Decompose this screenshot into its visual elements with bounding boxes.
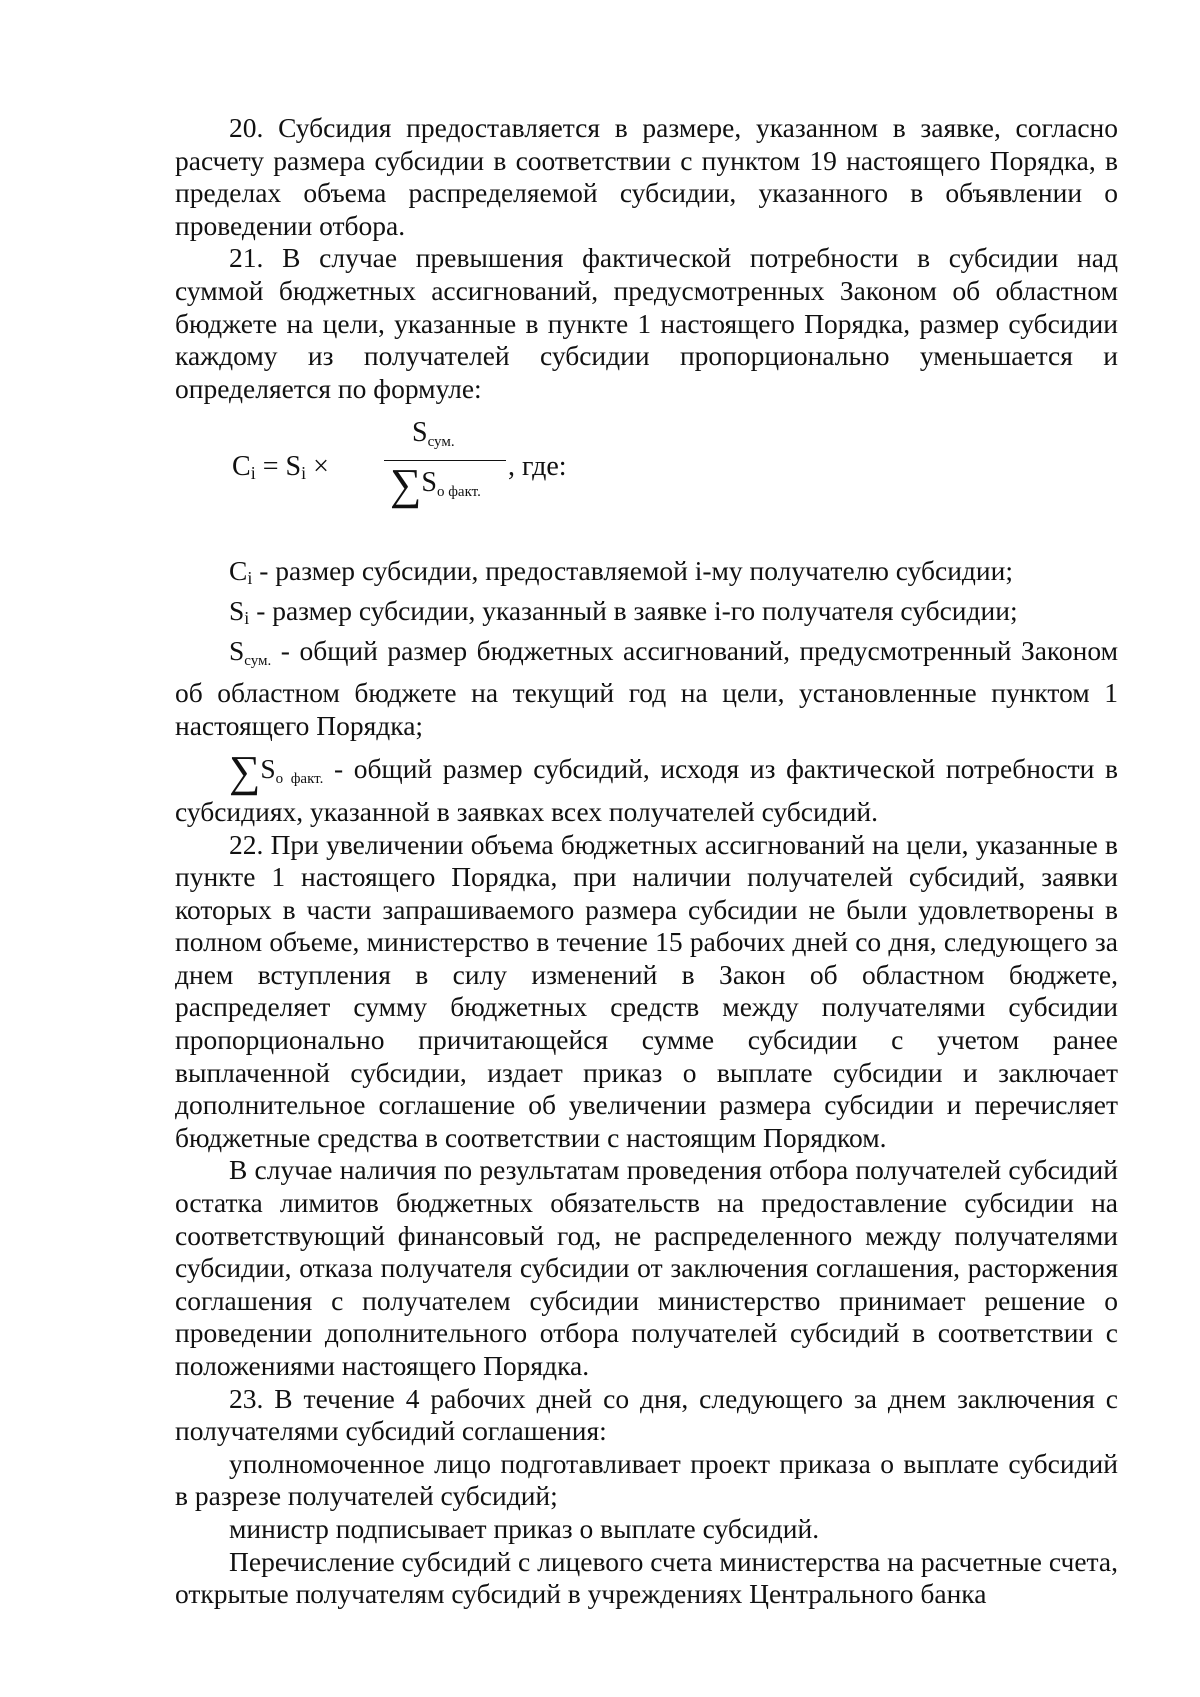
- formula-s-subscript: i: [301, 463, 307, 484]
- numerator-subscript: сум.: [427, 434, 455, 451]
- definition-ci: [175, 555, 1118, 595]
- paragraph-23-item-1: уполномоченное лицо подготавливает проект приказа о выплате субсидий в разрезе получателей субсидий;: [175, 1447, 1118, 1512]
- paragraph-23-transfer: Перечисление субсидий с лицевого счета министерства на расчетные счета, открытые получателям субсидий в учреждениях Центрального банка: [175, 1545, 1118, 1610]
- formula-equals-s: = S: [255, 451, 302, 483]
- paragraph-20: 20. Субсидия предоставляется в размере, указанном в заявке, согласно расчету размера субсидии в соответствии с пунктом 19 настоящего Порядка, в пределах объема распределяемой субсидии, указанного в объявлении о проведении отбора.: [175, 112, 1118, 241]
- paragraph-22-continued: В случае наличия по результатам проведения отбора получателей субсидий остатка лимитов бюджетных обязательств на предоставление субсидии на соответствующий финансовый год, не распределенного между получателями субсидии, отказа получателя субсидии от заключения соглашения, расторжения соглашения с получателем субсидии министерство принимает решение о проведении дополнительного отбора получателей субсидий в соответствии с положениями настоящего Порядка.: [175, 1154, 1118, 1381]
- paragraph-23-item-2: министр подписывает приказ о выплате субсидий.: [229, 1512, 820, 1544]
- formula-denominator: [390, 460, 481, 510]
- numerator-s-symbol: S: [412, 417, 428, 449]
- formula-c-symbol: C: [232, 451, 251, 483]
- formula-numerator: [412, 417, 455, 459]
- sfact-symbol: S: [260, 753, 276, 785]
- formula-c-subscript: i: [250, 463, 256, 484]
- si-subscript: i: [244, 607, 250, 628]
- paragraph-22: 22. При увеличении объема бюджетных ассигнований на цели, указанные в пункте 1 настоящего Порядка, при наличии получателей субсидий, заявки которых в части запрашиваемого размера субсидии не были удовлетворены в полном объеме, министерство в течение 15 рабочих дней со дня, следующего за днем вступления в силу изменений в Закон об областном бюджете, распределяет сумму бюджетных средств между получателями субсидии пропорционально причитающейся сумме субсидии с учетом ранее выплаченной субсидии, издает приказ о выплате субсидии и заключает дополнительное соглашение об увеличении размера субсидии и перечисляет бюджетные средства в соответствии с настоящим Порядком.: [175, 828, 1118, 1153]
- sfact-sigma: ∑: [229, 747, 261, 797]
- paragraph-23: 23. В течение 4 рабочих дней со дня, следующего за днем заключения с получателями субсидий соглашения:: [175, 1382, 1118, 1447]
- ci-subscript: i: [247, 568, 253, 589]
- definition-sfact: [175, 747, 1118, 828]
- si-text: - размер субсидии, указанный в заявке i-го получателя субсидии;: [249, 594, 1018, 626]
- si-symbol: S: [229, 594, 245, 626]
- ssum-symbol: S: [229, 634, 245, 666]
- document-body: [175, 112, 1118, 1611]
- sigma-symbol: ∑: [390, 460, 422, 510]
- ci-symbol: C: [229, 555, 248, 587]
- paragraph-21: 21. В случае превышения фактической потребности в субсидии над суммой бюджетных ассигнований, предусмотренных Законом об областном бюджете на цели, указанные в пункте 1 настоящего Порядка, размер субсидии каждому из получателей субсидии пропорционально уменьшается и определяется по формуле:: [175, 242, 1118, 404]
- formula-left-side: [232, 451, 329, 490]
- definition-si: [175, 595, 1118, 635]
- formula-times: ×: [306, 451, 329, 483]
- denominator-s-symbol: S: [421, 467, 437, 499]
- ssum-text: - общий размер бюджетных ассигнований, предусмотренный Законом об областном бюджете на текущий год на цели, установленные пунктом 1 настоящего Порядка;: [175, 634, 1118, 741]
- formula-where: , где:: [508, 451, 567, 483]
- sfact-text: - общий размер субсидий, исходя из фактической потребности в субсидиях, указанной в заявках всех получателей субсидий.: [175, 753, 1118, 827]
- ssum-subscript: сум.: [244, 652, 272, 669]
- denominator-subscript: о факт.: [436, 484, 481, 501]
- ci-text: - размер субсидии, предоставляемой i-му получателю субсидии;: [252, 555, 1014, 587]
- subsidy-formula: [232, 405, 1118, 555]
- sfact-subscript: о факт.: [275, 771, 324, 788]
- definition-ssum: [175, 635, 1118, 743]
